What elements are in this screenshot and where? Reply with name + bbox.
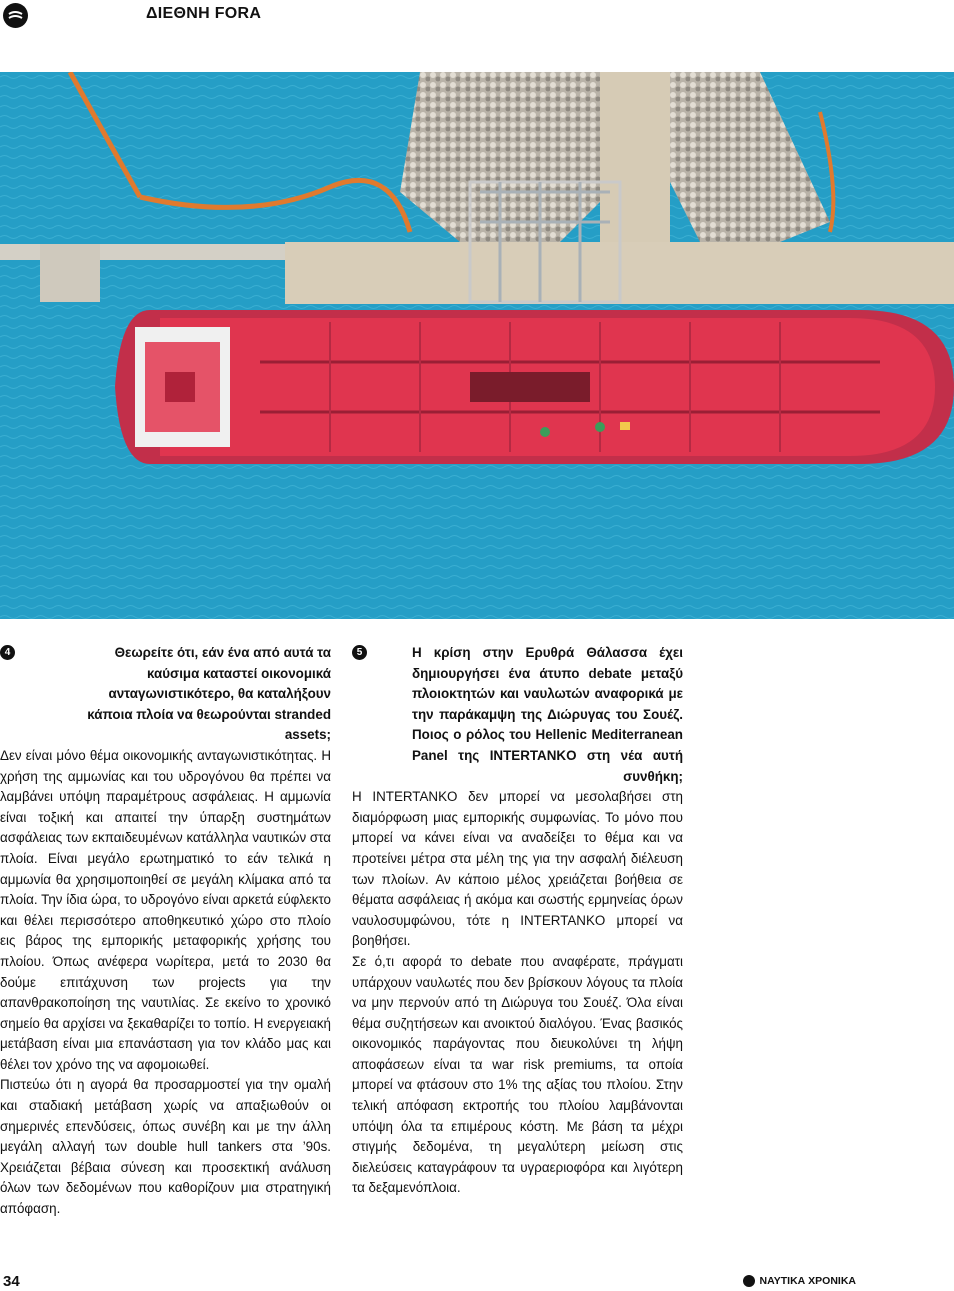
footer-brand <box>743 1275 856 1287</box>
magazine-logo-icon <box>743 1275 755 1287</box>
magazine-logo-icon <box>3 3 28 28</box>
section-title: ΔΙΕΘΝΗ FORA <box>146 5 262 22</box>
page-number: 34 <box>3 1273 20 1290</box>
answer-paragraph: Πιστεύω ότι η αγορά θα προσαρμοστεί για την ομαλή και σταδιακή μετάβαση χωρίς να απαξιωθούν οι σημερινές επενδύσεις, όπως συνέβη και με την άλλη μεγάλη αλλαγή των double hull tankers στα ’90s. Χρειάζεται βέβαια σύνεση και προσεκτική ανάλυση όλων των δεδομένων που καθορίζουν μια στρατηγική απόφαση. <box>0 1077 331 1217</box>
interview-question: Θεωρείτε ότι, εάν ένα από αυτά τα καύσιμα καταστεί οικονομικά ανταγωνιστικότερο, θα καταλήξουν κάποια πλοία να θεωρούνται stranded assets; <box>87 645 331 743</box>
question-number-badge: 5 <box>352 645 367 660</box>
answer-paragraph: Η INTERTANKO δεν μπορεί να μεσολαβήσει στη διαμόρφωση μιας εμπορικής συμφωνίας. Το μόνο που μπορεί να κάνει είναι να αναδείξει το θέμα και να προτείνει μέτρα στα μέλη της για την ασφαλή διέλευση των πλοίων. Αν κάποιο μέλος χρειάζεται βοήθεια σε θέματα ασφάλειας ή ακόμα και σωστής ερμηνείας όρων ναυλοσυμφώνου, τότε η INTERTANKO μπορεί να βοηθήσει. <box>352 789 683 949</box>
tanker-ship-at-pier-photo <box>0 72 954 619</box>
article-column-right <box>352 643 683 1199</box>
brand-name: ΝΑΥΤΙΚΑ ΧΡΟΝΙΚΑ <box>759 1275 856 1287</box>
question-number-badge: 4 <box>0 645 15 660</box>
interview-question: Η κρίση στην Ερυθρά Θάλασσα έχει δημιουργήσει ένα άτυπο debate μεταξύ πλοιοκτητών και ναυλωτών αναφορικά με την παράκαμψη της Διώρυγας του Σουέζ. Ποιος ο ρόλος του Hellenic Mediterranean Panel της INTERTANKO στη νέα αυτή συνθήκη; <box>412 645 683 784</box>
article-column-left <box>0 643 331 1220</box>
answer-paragraph: Σε ό,τι αφορά το debate που αναφέρατε, πράγματι υπάρχουν ναυλωτές που δεν βρίσκουν λόγους τα πλοία να μην περνούν από τη Διώρυγα του Σουέζ. Όλα είναι θέμα συζητήσεων και ανοικτού διαλόγου. Ένας βασικός οικονομικός παράγοντας που διευκολύνει τη λήψη αποφάσεων είναι τα war risk premiums, τα οποία μπορεί να φτάσουν στο 1% της αξίας του πλοίου. Στην τελική απόφαση εκτροπής του πλοίου λαμβάνονται υπόψη όλα τα επιμέρους κόστη. Με βάση τα μέχρι στιγμής δεδομένα, τη μεγαλύτερη μείωση στις διελεύσεις καταγράφουν τα υγραεριοφόρα και λιγότερη τα δεξαμενόπλοια. <box>352 953 683 1196</box>
answer-paragraph: Δεν είναι μόνο θέμα οικονομικής ανταγωνιστικότητας. Η χρήση της αμμωνίας και του υδρογόνου θα πρέπει να λαμβάνει υπόψη παραμέτρους ασφάλειας. Η αμμωνία είναι τοξική και απαιτεί την ύπαρξη συστημάτων ασφάλειας των εκπαιδευμένων κατάλληλα ναυτικών στα πλοία. Είναι μεγάλο ερωτηματικό το εάν τελικά η αμμωνία θα χρησιμοποιηθεί σε μεγάλη κλίμακα από τα πλοία. Την ίδια ώρα, το υδρογόνο είναι αρκετά εύφλεκτο και θέλει περισσότερο αποθηκευτικό χώρο στο πλοίο εις βάρος της εμπορικής μεταφορικής χρήσης του πλοίου. Όπως ανέφερα νωρίτερα, μετά το 2030 θα δούμε επιτάχυνση των projects για την απανθρακοποίηση της ναυτιλίας. Σε εκείνο το χρονικό σημείο θα αρχίσει να ξεκαθαρίζει το τοπίο. Η ενεργειακή μετάβαση είναι μια επανάσταση για τον κλάδο μας και θέλει τον χρόνο της να αφομοιωθεί. <box>0 747 331 1072</box>
